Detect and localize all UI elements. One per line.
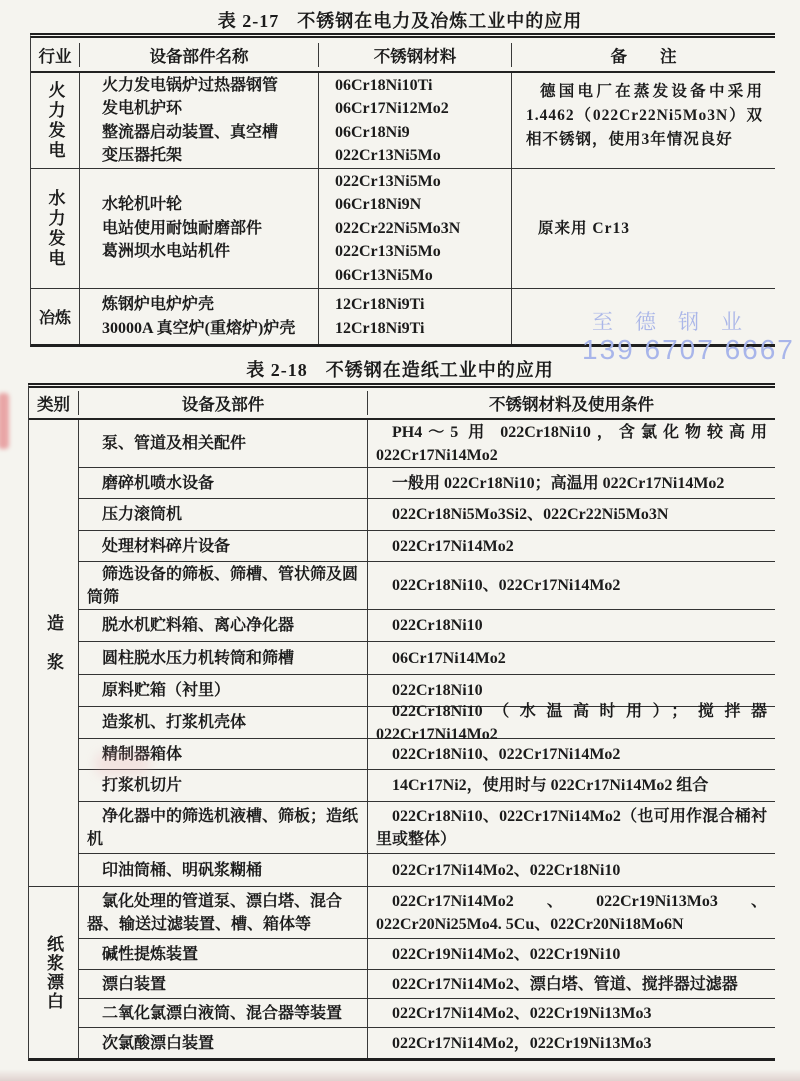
table-row xyxy=(78,939,775,970)
table-2-17 xyxy=(30,33,775,347)
material-line: 022Cr13Ni5Mo xyxy=(335,172,441,190)
industry-label: 火力发电 xyxy=(45,80,65,161)
material-cell: 022Cr17Ni14Mo2、022Cr19Ni13Mo3 xyxy=(367,999,775,1027)
pink-scan-smudge xyxy=(0,393,9,449)
header-note: 备 注 xyxy=(511,43,775,67)
material-cell: 022Cr18Ni10 xyxy=(367,610,775,641)
table-2-18 xyxy=(28,383,775,1061)
material-line: 022Cr22Ni5Mo3N xyxy=(335,219,461,237)
table-row xyxy=(78,468,775,499)
device-cell: 氯化处理的管道泵、漂白塔、混合器、输送过滤装置、槽、箱体等 xyxy=(78,887,367,938)
material-cell: 022Cr18Ni10 xyxy=(367,675,775,706)
material-line: 12Cr18Ni9Ti xyxy=(335,296,425,313)
device-cell: 筛选设备的筛板、筛槽、管状筛及圆筒筛 xyxy=(78,562,367,609)
industry-label: 冶炼 xyxy=(38,310,71,327)
device-line: 30000A 真空炉(重熔炉)炉壳 xyxy=(102,319,296,337)
table-row xyxy=(78,499,775,531)
material-line: 06Cr17Ni12Mo2 xyxy=(335,100,449,117)
device-cell: 泵、管道及相关配件 xyxy=(78,420,367,467)
device-cell: 处理材料碎片设备 xyxy=(78,531,367,561)
note-cell: 德国电厂在蒸发设备中采用 1.4462（022Cr22Ni5Mo3N）双相不锈钢，使用3年情况良好 xyxy=(511,73,775,168)
table-row xyxy=(31,73,775,169)
material-cell: 022Cr19Ni14Mo2、022Cr19Ni10 xyxy=(367,939,775,969)
material-cell: 022Cr18Ni5Mo3Si2、022Cr22Ni5Mo3N xyxy=(367,499,775,530)
material-line: 12Cr18Ni9Ti xyxy=(335,319,425,337)
device-line: 水轮机叶轮 xyxy=(102,196,183,214)
table-row xyxy=(78,1028,775,1058)
device-line: 整流器启动装置、真空槽 xyxy=(102,123,279,141)
industry-cell xyxy=(31,289,79,344)
material-cell: PH4～5 用 022Cr18Ni10，含氯化物较高用 022Cr17Ni14Mo2 xyxy=(367,420,775,467)
material-line: 022Cr13Ni5Mo xyxy=(335,147,441,164)
table-2-17-number: 表 2-17 xyxy=(217,11,280,31)
table-row xyxy=(31,169,775,289)
table-2-18-header-row xyxy=(29,388,775,420)
material-cell: 022Cr17Ni14Mo2，022Cr19Ni13Mo3 xyxy=(367,1028,775,1058)
table-row xyxy=(78,642,775,675)
device-cell: 碱性提炼装置 xyxy=(78,939,367,969)
device-line: 发电机护环 xyxy=(102,100,183,117)
device-cell: 圆柱脱水压力机转筒和筛槽 xyxy=(78,642,367,674)
header-device-name: 设备部件名称 xyxy=(79,43,318,67)
device-line: 火力发电锅炉过热器钢管 xyxy=(102,76,279,94)
header-material-conditions: 不锈钢材料及使用条件 xyxy=(367,391,775,415)
material-cell: 022Cr17Ni14Mo2 xyxy=(367,531,775,561)
material-cell: 022Cr18Ni10（水温高时用）；搅拌器 022Cr17Ni14Mo2 xyxy=(367,707,775,738)
material-list xyxy=(318,73,511,168)
table-row xyxy=(31,289,775,344)
table-row xyxy=(78,702,775,743)
note-cell xyxy=(511,289,775,344)
material-cell: 14Cr17Ni2，使用时与 022Cr17Ni14Mo2 组合 xyxy=(367,770,775,801)
watermark-company-name: 至德钢业 xyxy=(592,311,764,334)
material-line: 06Cr13Ni5Mo xyxy=(335,266,433,284)
material-cell: 022Cr17Ni14Mo2、022Cr18Ni10 xyxy=(367,854,775,886)
material-line: 06Cr18Ni10Ti xyxy=(335,76,433,94)
device-cell: 印油筒桶、明矾浆糊桶 xyxy=(78,854,367,886)
category-cell xyxy=(29,887,78,1058)
table-2-17-header-row xyxy=(31,38,775,73)
device-cell: 原料贮箱（衬里） xyxy=(78,675,367,706)
table-2-18-number: 表 2-18 xyxy=(246,360,308,380)
device-list xyxy=(79,169,318,288)
header-industry: 行业 xyxy=(38,46,72,66)
table-2-17-title xyxy=(0,7,800,33)
header-category: 类别 xyxy=(37,395,70,414)
scan-edge-band xyxy=(0,1069,800,1081)
industry-label: 水力发电 xyxy=(45,188,65,269)
header-equipment: 设备及部件 xyxy=(78,391,367,415)
material-cell: 022Cr18Ni10、022Cr17Ni14Mo2（也可用作混合桶衬里或整体） xyxy=(367,802,775,853)
material-cell: 022Cr17Ni14Mo2、022Cr19Ni13Mo3、022Cr20Ni25Mo4. 5Cu、022Cr20Ni18Mo6N xyxy=(367,887,775,938)
table-row xyxy=(78,420,775,468)
table-row xyxy=(78,999,775,1028)
faint-scan-smudge xyxy=(95,752,150,776)
section-rows xyxy=(78,420,775,886)
material-cell: 022Cr18Ni10、022Cr17Ni14Mo2 xyxy=(367,739,775,769)
table-row xyxy=(78,854,775,886)
material-list xyxy=(318,169,511,288)
table-row xyxy=(78,739,775,770)
table-row xyxy=(78,970,775,999)
section-pulp-bleaching xyxy=(29,887,775,1058)
industry-cell xyxy=(31,169,79,288)
material-list xyxy=(318,289,511,344)
category-cell xyxy=(29,420,78,886)
device-cell: 脱水机贮料箱、离心净化器 xyxy=(78,610,367,641)
table-row xyxy=(78,887,775,939)
device-cell: 精制器箱体 xyxy=(78,739,367,769)
material-cell: 022Cr17Ni14Mo2、漂白塔、管道、搅拌器过滤器 xyxy=(367,970,775,998)
device-list xyxy=(79,289,318,344)
device-cell: 二氧化氯漂白液筒、混合器等装置 xyxy=(78,999,367,1027)
table-row xyxy=(78,770,775,802)
device-list xyxy=(79,73,318,168)
table-row xyxy=(78,610,775,642)
material-cell: 06Cr17Ni14Mo2 xyxy=(367,642,775,674)
category-label: 造浆 xyxy=(44,614,63,692)
table-row xyxy=(78,531,775,562)
device-line: 变压器托架 xyxy=(102,147,183,164)
table-2-17-caption: 不锈钢在电力及冶炼工业中的应用 xyxy=(297,11,583,31)
industry-cell xyxy=(31,73,79,168)
material-line: 06Cr18Ni9 xyxy=(335,123,410,141)
material-line: 022Cr13Ni5Mo xyxy=(335,243,441,261)
device-line: 炼钢炉电炉炉壳 xyxy=(102,296,215,313)
device-cell: 造浆机、打浆机壳体 xyxy=(78,707,367,738)
watermark-phone-number: 139 6707 6667 xyxy=(582,334,795,365)
device-cell: 打浆机切片 xyxy=(78,770,367,801)
section-pulping xyxy=(29,420,775,887)
material-cell: 022Cr18Ni10、022Cr17Ni14Mo2 xyxy=(367,562,775,609)
section-rows xyxy=(78,887,775,1058)
table-row xyxy=(78,562,775,610)
device-cell: 压力滚筒机 xyxy=(78,499,367,530)
device-line: 葛洲坝水电站机件 xyxy=(102,243,231,261)
device-cell: 净化器中的筛选机液槽、筛板；造纸机 xyxy=(78,802,367,853)
header-material: 不锈钢材料 xyxy=(318,43,511,67)
device-cell: 漂白装置 xyxy=(78,970,367,998)
note-cell: 原来用 Cr13 xyxy=(511,169,775,288)
table-2-18-caption: 不锈钢在造纸工业中的应用 xyxy=(325,360,554,380)
table-2-18-title xyxy=(0,356,800,382)
device-line: 电站使用耐蚀耐磨部件 xyxy=(102,219,263,237)
category-label: 纸浆漂白 xyxy=(44,934,63,1011)
material-cell: 一般用 022Cr18Ni10；高温用 022Cr17Ni14Mo2 xyxy=(367,468,775,498)
device-cell: 次氯酸漂白装置 xyxy=(78,1028,367,1058)
table-row xyxy=(78,802,775,854)
material-line: 06Cr18Ni9N xyxy=(335,196,422,214)
device-cell: 磨碎机喷水设备 xyxy=(78,468,367,498)
